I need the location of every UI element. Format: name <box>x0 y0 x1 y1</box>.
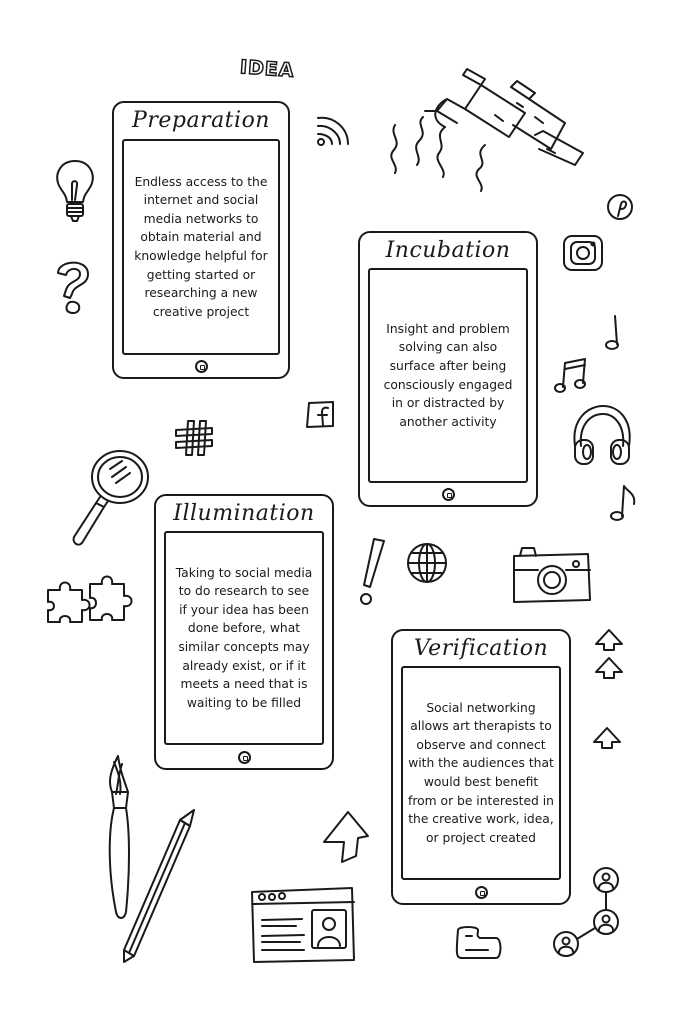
lightbulb-icon <box>52 158 98 226</box>
network-people-icon <box>548 864 630 960</box>
arrow-up-icon <box>592 724 622 756</box>
browser-profile-icon <box>248 884 358 966</box>
idea-label: IDEA <box>239 56 296 82</box>
arrow-up-icon <box>318 808 370 868</box>
globe-icon <box>404 541 450 585</box>
magnifying-glass-icon <box>66 447 154 551</box>
pencil-icon <box>120 806 200 966</box>
incubation-tablet <box>358 231 538 507</box>
wifi-icon <box>314 112 354 150</box>
incubation-screen <box>368 268 528 483</box>
incubation-text: Insight and problem solving can also surface after being consciously engaged in or distracted by another activity <box>383 321 513 429</box>
illumination-screen <box>164 531 324 745</box>
illumination-title: Illumination <box>173 501 315 526</box>
arrow-up-icon <box>594 626 624 690</box>
music-note-icon <box>608 482 638 524</box>
music-note-icon <box>553 355 591 397</box>
blogger-icon <box>452 924 506 962</box>
home-button-icon <box>238 751 251 764</box>
illumination-text: Taking to social media to do research to see if your idea has been done before, what similar concepts may already exist, or if it meets a need that is waiting to be filled <box>175 565 313 710</box>
preparation-screen <box>122 139 280 355</box>
preparation-tablet <box>112 101 290 379</box>
illumination-tablet <box>154 494 334 770</box>
verification-title: Verification <box>413 636 549 661</box>
verification-tablet <box>391 629 571 905</box>
pinterest-icon <box>605 192 635 222</box>
verification-screen <box>401 666 561 880</box>
preparation-text: Endless access to the internet and social media networks to obtain material and knowledge helpful for getting started or researching a new creative project <box>134 174 268 319</box>
puzzle-icon <box>44 574 136 630</box>
preparation-title: Preparation <box>132 108 270 133</box>
incubation-title: Incubation <box>385 238 511 263</box>
question-mark-icon <box>52 258 94 318</box>
paint-tubes-icon <box>385 65 585 195</box>
music-note-icon <box>603 312 625 352</box>
hashtag-icon <box>172 417 216 459</box>
instagram-icon <box>561 233 605 273</box>
headphones-icon <box>569 402 635 470</box>
verification-text: Social networking allows art therapists to observe and connect with the audiences that would best benefit from or be interested in the creative work, idea, or project created <box>408 700 554 845</box>
home-button-icon <box>195 360 208 373</box>
facebook-icon <box>303 400 337 430</box>
home-button-icon <box>442 488 455 501</box>
camera-icon <box>510 542 592 606</box>
exclamation-icon <box>354 535 388 611</box>
home-button-icon <box>475 886 488 899</box>
